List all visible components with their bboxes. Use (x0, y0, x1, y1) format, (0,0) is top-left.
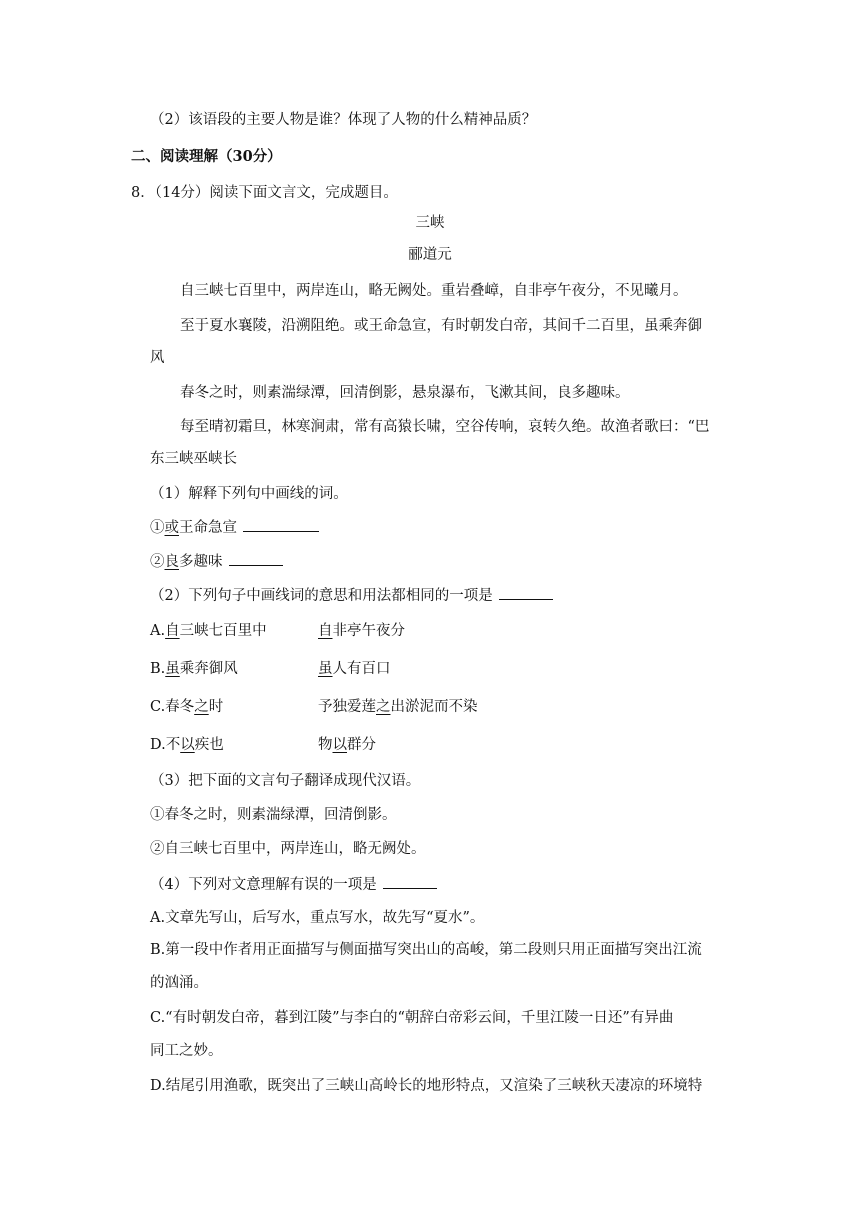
passage-paragraph-1: 自三峡七百里中，两岸连山，略无阙处。重岩叠嶂，自非亭午夜分，不见曦月。 (180, 283, 688, 299)
question-7-sub2: （2）该语段的主要人物是谁？体现了人物的什么精神品质？ (150, 112, 537, 128)
underlined-word: 虽 (165, 661, 180, 677)
subquestion-3-item-1: ①春冬之时，则素湍绿潭，回清倒影。 (150, 807, 397, 823)
subquestion-1-item-2 (150, 551, 283, 572)
passage-paragraph-4-line-1: 每至晴初霜旦，林寒涧肃，常有高猿长啸，空谷传响，哀转久绝。故渔者歌曰：“巴 (180, 419, 710, 435)
option-c-right: 予独爱莲之出淤泥而不染 (318, 699, 478, 715)
option-b-right: 虽人有百口 (318, 661, 391, 677)
subquestion-3-stem: （3）把下面的文言句子翻译成现代汉语。 (150, 773, 421, 789)
passage-paragraph-2-line-1: 至于夏水襄陵，沿溯阻绝。或王命急宣，有时朝发白帝，其间千二百里，虽乘奔御 (180, 318, 702, 334)
option-d-right: 物以群分 (318, 737, 376, 753)
item-text: 多趣味 (179, 554, 223, 570)
passage-paragraph-4-line-2: 东三峡巫峡长 (150, 451, 237, 467)
underlined-word: 自 (318, 623, 333, 639)
answer-blank[interactable] (383, 874, 437, 889)
option-c-line-2: 同工之妙。 (150, 1043, 223, 1059)
option-b-line-2: 的汹涌。 (150, 975, 208, 991)
subquestion-1-stem: （1）解释下列句中画线的词。 (150, 486, 348, 502)
item-number: ② (150, 554, 165, 570)
stem-text: （2）下列句子中画线词的意思和用法都相同的一项是 (150, 588, 493, 604)
option-c-left: C.春冬之时 (150, 699, 224, 715)
underlined-word: 自 (165, 623, 180, 639)
item-number: ① (150, 520, 165, 536)
passage-title: 三峡 (415, 215, 445, 231)
underlined-word: 或 (164, 520, 179, 536)
item-text: 王命急宣 (179, 520, 237, 536)
underlined-word: 以 (332, 737, 347, 753)
answer-blank[interactable] (499, 585, 553, 600)
passage-paragraph-2-line-2: 风 (150, 350, 165, 366)
subquestion-3-item-2: ②自三峡七百里中，两岸连山，略无阙处。 (150, 841, 426, 857)
section-heading: 二、阅读理解（30分） (131, 148, 282, 165)
option-a-left: A.自三峡七百里中 (150, 623, 267, 639)
underlined-word: 虽 (318, 661, 333, 677)
subquestion-1-item-1 (150, 517, 319, 538)
underlined-word: 良 (164, 554, 179, 570)
underlined-word: 之 (376, 699, 391, 715)
question-8-intro: 8．（14分）阅读下面文言文，完成题目。 (131, 185, 398, 201)
option-d-left: D.不以疾也 (150, 737, 224, 753)
underlined-word: 之 (194, 699, 209, 715)
option-c-line-1: C.“有时朝发白帝，暮到江陵”与李白的“朝辞白帝彩云间，千里江陵一日还”有异曲 (150, 1010, 674, 1026)
stem-text: （4）下列对文意理解有误的一项是 (150, 877, 377, 893)
passage-paragraph-3: 春冬之时，则素湍绿潭，回清倒影，悬泉瀑布，飞漱其间，良多趣味。 (180, 385, 630, 401)
passage-author: 郦道元 (408, 247, 452, 263)
answer-blank[interactable] (229, 551, 283, 566)
option-b-line-1: B.第一段中作者用正面描写与侧面描写突出山的高峻，第二段则只用正面描写突出江流 (150, 942, 702, 958)
option-a: A.文章先写山，后写水，重点写水，故先写“夏水”。 (150, 910, 485, 926)
underlined-word: 以 (180, 737, 195, 753)
subquestion-2-stem (150, 585, 553, 606)
option-d-line-1: D.结尾引用渔歌，既突出了三峡山高岭长的地形特点，又渲染了三峡秋天凄凉的环境特 (150, 1078, 703, 1094)
subquestion-4-stem (150, 874, 437, 895)
option-a-right: 自非亭午夜分 (318, 623, 405, 639)
option-b-left: B.虽乘奔御风 (150, 661, 238, 677)
answer-blank[interactable] (243, 517, 319, 532)
